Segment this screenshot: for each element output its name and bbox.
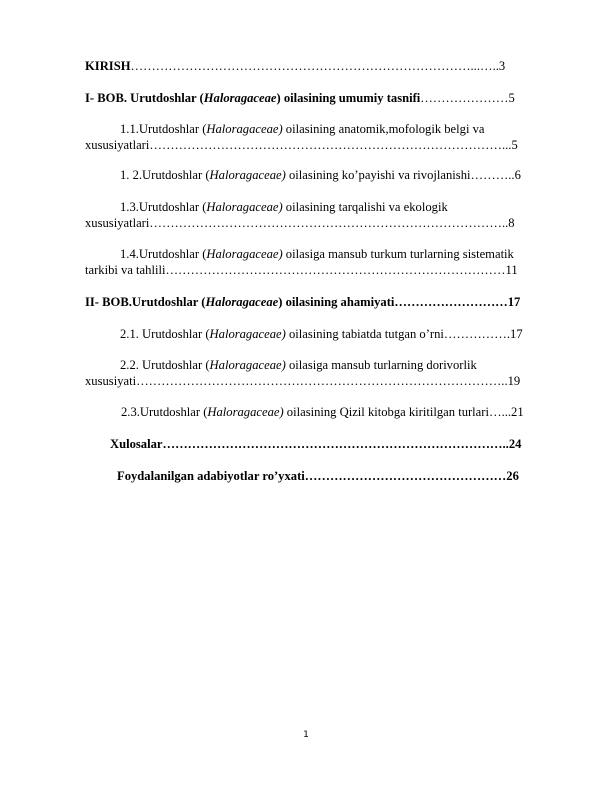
toc-leader-dots: ………………………………………………………………………...….. [130,59,499,73]
toc-entry-italic: Haloragaceae) [206,122,283,136]
toc-entry-1-4-line2 [85,262,518,278]
toc-entry-chapter-2 [85,294,520,310]
toc-page-number: 24 [508,437,522,451]
toc-entry-label: I- BOB. Urutdoshlar ( [85,91,204,105]
toc-entry-label: 2.3.Urutdoshlar ( [121,405,208,419]
toc-leader-dots: …………………………………………………………………………... [149,138,512,152]
toc-entry-italic: Haloragaceae) [206,247,283,261]
toc-entry-label: II- BOB.Urutdoshlar ( [85,295,206,309]
toc-entry-2-3 [121,404,524,420]
toc-entry-1-1-line2 [85,137,518,153]
toc-leader-dots: …... [488,405,512,419]
toc-leader-dots: ……………. [443,327,511,341]
toc-page-number: 8 [508,216,515,230]
toc-entry-italic: Haloragaceae [203,91,277,105]
toc-entry-2-1 [120,326,523,342]
toc-entry-label: xususiyatlari [85,216,150,230]
toc-leader-dots: …………………………………………………………………………….. [136,374,508,388]
toc-page-number: 6 [514,168,521,182]
toc-page-number: 19 [507,374,521,388]
toc-entry-italic: Haloragaceae) [209,168,286,182]
page-number: 1 [303,730,309,740]
toc-leader-dots: ………………………………………………………………………….. [149,216,509,230]
toc-entry-label-suffix: oilasining ko’payishi va rivojlanishi [285,168,471,182]
toc-entry-label: 1. 2.Urutdoshlar ( [120,168,210,182]
toc-entry-label-suffix: oilasining anatomik,mofologik belgi va [282,122,485,136]
toc-entry-kirish [85,58,505,74]
toc-leader-dots: ……………………………………………………………………….. [162,437,509,451]
toc-entry-label: xususiyati [85,374,137,388]
toc-entry-italic: Haloragaceae) [209,327,286,341]
toc-entry-1-4-line1 [120,246,514,262]
toc-entry-label: 2.2. Urutdoshlar ( [120,358,210,372]
toc-entry-label: 1.3.Urutdoshlar ( [120,200,207,214]
toc-entry-1-2 [120,167,521,183]
toc-entry-italic: Haloragaceae) [207,405,284,419]
toc-entry-1-1-line1 [120,121,484,137]
toc-leader-dots: ………………………………………… [304,469,507,483]
toc-page-number: 26 [506,469,519,483]
toc-entry-label-suffix: oilasining tarqalishi va ekologik [282,200,448,214]
toc-entry-label: 2.1. Urutdoshlar ( [120,327,210,341]
toc-entry-label: Xulosalar [110,437,163,451]
toc-entry-label-suffix: oilasiga mansub turlarning dorivorlik [285,358,477,372]
toc-entry-label-suffix: ) oilasining umumiy tasnifi [276,91,421,105]
toc-page-number: 3 [498,59,506,73]
toc-page-number: 17 [507,295,521,309]
toc-entry-2-2-line1 [120,357,477,373]
toc-entry-italic: Haloragaceae) [206,200,283,214]
toc-entry-label-suffix: oilasiga mansub turkum turlarning sistematik [282,247,514,261]
toc-entry-2-2-line2 [85,373,520,389]
toc-entry-label: xususiyatlari [85,138,150,152]
toc-entry-label: tarkibi va tahlili [85,263,166,277]
toc-leader-dots: ……………………………………………………………………… [165,263,506,277]
toc-entry-italic: Haloragaceae [205,295,279,309]
toc-page-number: 21 [511,405,524,419]
toc-entry-adabiyotlar [117,468,519,484]
toc-leader-dots: ……….. [470,168,515,182]
toc-entry-xulosalar [110,436,521,452]
toc-entry-label-suffix: oilasining tabiatda tutgan o’rni [285,327,444,341]
toc-page-number: 11 [505,263,518,277]
toc-entry-1-3-line2 [85,215,515,231]
toc-entry-italic: Haloragaceae) [209,358,286,372]
toc-entry-label: 1.1.Urutdoshlar ( [120,122,207,136]
toc-entry-1-3-line1 [120,199,448,215]
toc-leader-dots: ………………… [420,91,509,105]
toc-leader-dots: ……………………… [394,295,508,309]
toc-entry-label: Foydalanilgan adabiyotlar ro’yxati [117,469,305,483]
toc-entry-label: 1.4.Urutdoshlar ( [120,247,207,261]
toc-page-number: 17 [510,327,523,341]
toc-page-number: 5 [511,138,518,152]
toc-entry-label-suffix: ) oilasining ahamiyati [278,295,395,309]
toc-page-number: 5 [508,91,515,105]
toc-entry-chapter-1 [85,90,515,106]
toc-entry-label-suffix: oilasining Qizil kitobga kiritilgan turlari [283,405,489,419]
toc-entry-label: KIRISH [85,59,131,73]
